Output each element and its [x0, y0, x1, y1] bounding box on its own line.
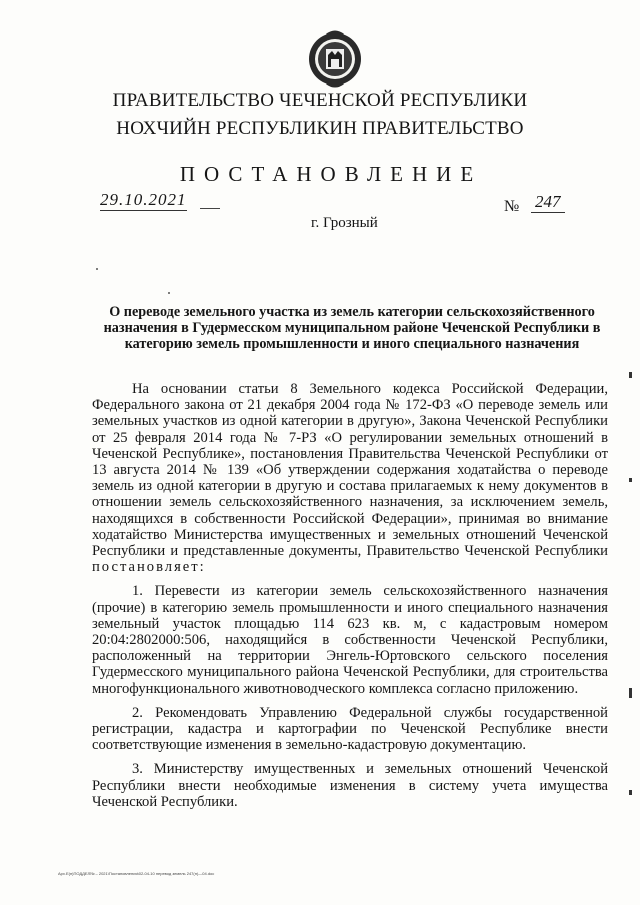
scan-edge-mark: [629, 688, 632, 698]
government-name-chechen: НОХЧИЙН РЕСПУБЛИКИН ПРАВИТЕЛЬСТВО: [116, 118, 524, 139]
government-name-russian: ПРАВИТЕЛЬСТВО ЧЕЧЕНСКОЙ РЕСПУБЛИКИ: [112, 90, 528, 111]
preamble-text: На основании статьи 8 Земельного кодекса Российской Федерации, Федерального закона от 21 декабря 2004 года № 172-ФЗ «О переводе земель или земельных участков из одной категории в другую», Закона Чеченской Республики от 25 февраля 2014 года № 7-РЗ «О регулировании земельных отношений в Чеченской Республике», постановления Правительства Чеченской Республики от 13 августа 2014 № 139 «Об утверждении содержания ходатайства о переводе земель из одной категории в другую и состава прилагаемых к нему документов в отношении земель сельскохозяйственного назначения, за исключением земель, находящихся в собственности Российской Федерации», принимая во внимание ходатайство Министерства имущественных и земельных отношений Чеченской Республики и представленные документы, Правительство Чеченской Республики: [92, 381, 608, 560]
decree-item-2: 2. Рекомендовать Управлению Федеральной службы государственной регистрации, кадастра и картографии по Чеченской Республике внести соответствующие изменения в земельно-кадастровую документацию.: [92, 704, 608, 754]
city-name: г. Грозный: [311, 215, 378, 231]
scan-edge-mark: [629, 372, 632, 378]
document-title: О переводе земельного участка из земель категории сельскохозяйственного назначения в Гудермесском муниципальном районе Чеченской Республики в категорию земель промышленности и иного специального назначения: [103, 304, 601, 352]
document-body: [92, 381, 608, 818]
decree-item-1: 1. Перевести из категории земель сельскохозяйственного назначения (прочие) в категорию земель промышленности и иного специального назначения земельный участок площадью 114 623 кв. м, с кадастровым номером 20:04:2802000:506, находящийся в собственности Чеченской Республики, расположенный на территории Энгель-Юртовского сельского поселения Гудермесского муниципального района Чеченской Республики, для строительства многофункционального животноводческого комплекса согласно приложению.: [92, 583, 608, 697]
scan-speck: [168, 292, 170, 294]
file-path-footer: Арх.Е(н)ПОДДЕЛ№ – 2021\Постановления\02-04-10 перевод земель 247(н)—04.doc: [58, 871, 215, 876]
decree-word: постановляет:: [92, 559, 206, 576]
decree-item-3: 3. Министерству имущественных и земельных отношений Чеченской Республики внести необходимые изменения в систему учета имущества Чеченской Республики.: [92, 761, 608, 810]
preamble-paragraph: [92, 381, 608, 575]
document-type: ПОСТАНОВЛЕНИЕ: [179, 162, 483, 186]
scan-edge-mark: [629, 478, 632, 482]
number-sign: №: [504, 198, 520, 215]
decree-date: 29.10.2021: [100, 190, 187, 209]
emblem-icon: [307, 27, 363, 91]
date-line-divider: [200, 208, 220, 209]
scan-speck: [96, 268, 98, 270]
decree-number: 247: [531, 192, 565, 213]
scan-edge-mark: [629, 790, 632, 795]
